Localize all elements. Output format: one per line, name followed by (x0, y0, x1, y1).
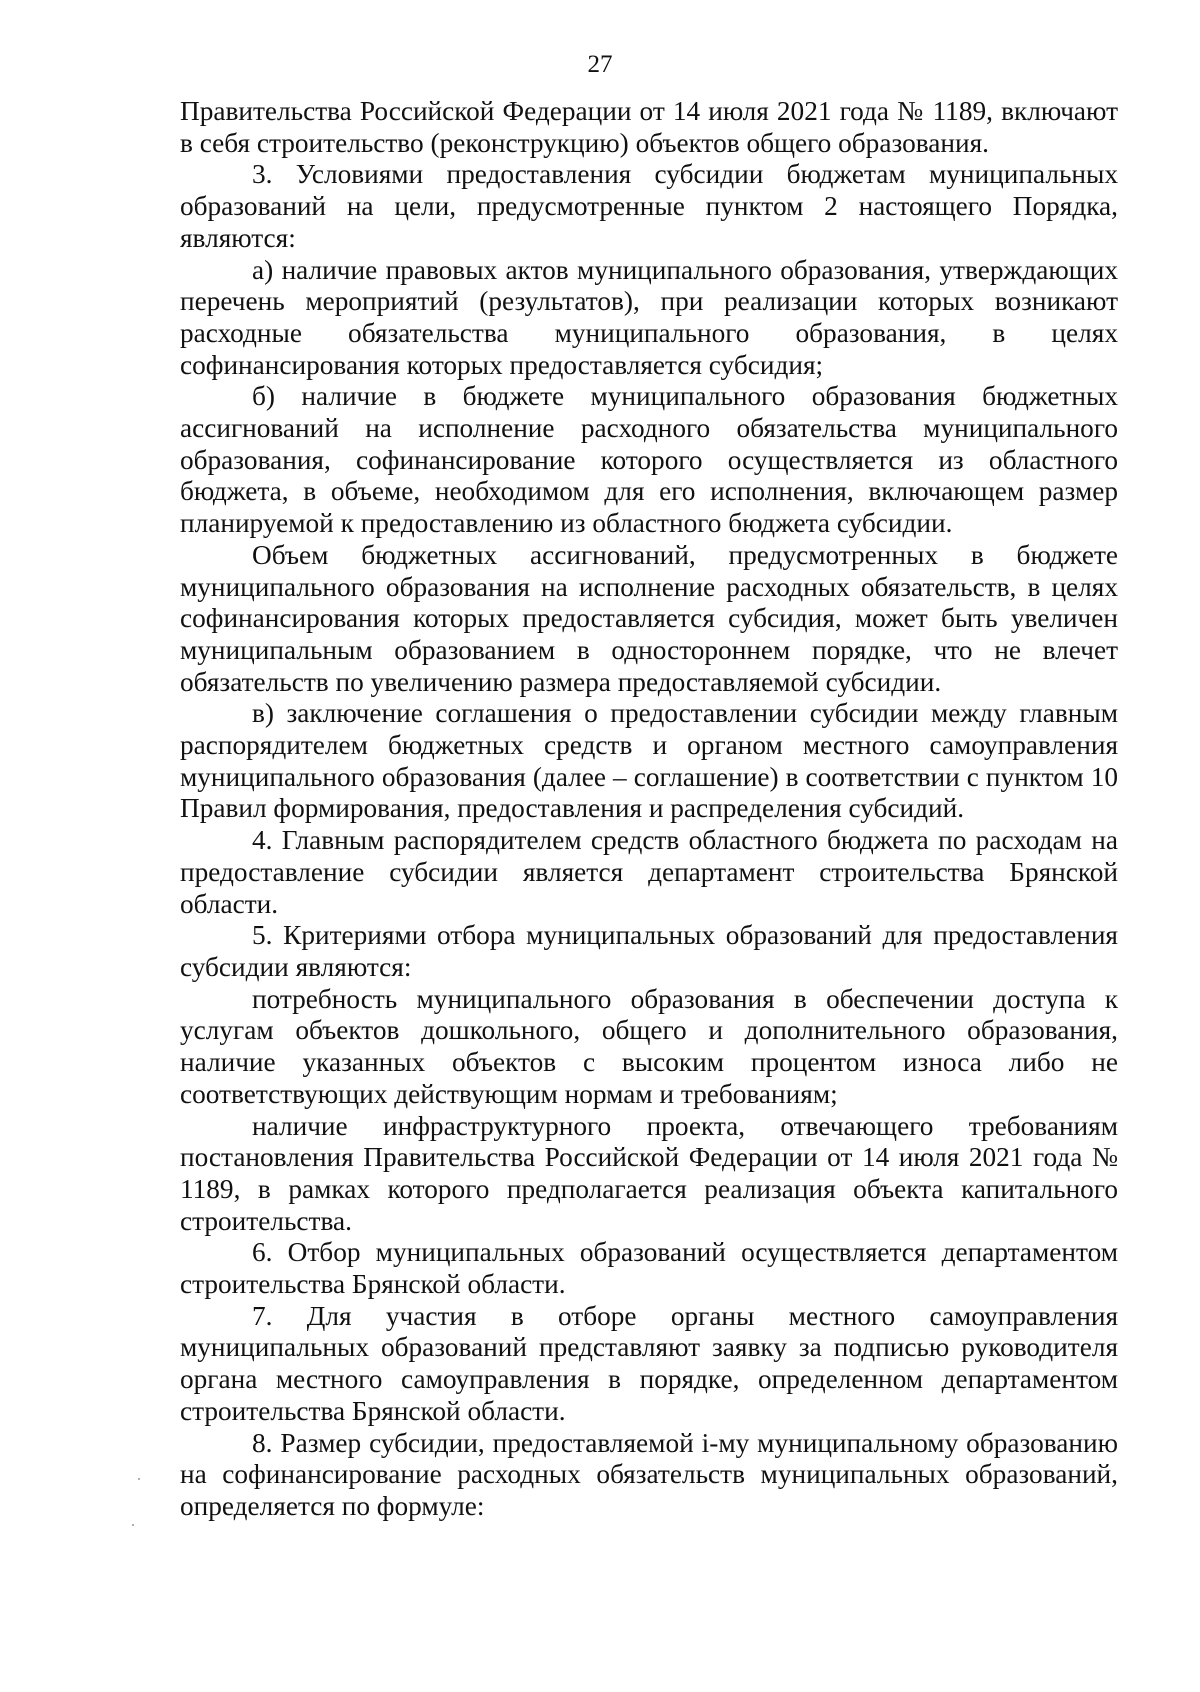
scan-speck (132, 1524, 134, 1526)
paragraph-budget-volume: Объем бюджетных ассигнований, предусмотренных в бюджете муниципального образования на исполнение расходных обязательств, в целях софинансирования которых предоставляется субсидия, может быть увеличен муниципальным образованием в одностороннем порядке, что не влечет обязательств по увеличению размера предоставляемой субсидии. (180, 539, 1118, 697)
paragraph-item-7: 7. Для участия в отборе органы местного самоуправления муниципальных образований представляют заявку за подписью руководителя органа местного самоуправления в порядке, определенном департаментом строительства Брянской области. (180, 1300, 1118, 1426)
scan-speck (138, 1478, 140, 1480)
page-number: 27 (587, 51, 613, 78)
document-body (180, 96, 1118, 1523)
paragraph-subitem-v: в) заключение соглашения о предоставлении субсидии между главным распорядителем бюджетных средств и органом местного самоуправления муниципального образования (далее – соглашение) в соответствии с пунктом 10 Правил формирования, предоставления и распределения субсидий. (180, 698, 1118, 824)
paragraph-item-6: 6. Отбор муниципальных образований осуществляется департаментом строительства Брянской области. (180, 1237, 1118, 1300)
paragraph-subitem-a: а) наличие правовых актов муниципального образования, утверждающих перечень мероприятий (результатов), при реализации которых возникают расходные обязательства муниципального образования, в целях софинансирования которых предоставляется субсидия; (180, 254, 1118, 380)
paragraph-continuation: Правительства Российской Федерации от 14 июля 2021 года № 1189, включают в себя строительство (реконструкцию) объектов общего образования. (180, 96, 1118, 158)
paragraph-item-3: 3. Условиями предоставления субсидии бюджетам муниципальных образований на цели, предусмотренные пунктом 2 настоящего Порядка, являются: (180, 159, 1118, 253)
paragraph-criterion-project: наличие инфраструктурного проекта, отвечающего требованиям постановления Правительства Российской Федерации от 14 июля 2021 года № 1189, в рамках которого предполагается реализация объекта капитального строительства. (180, 1110, 1118, 1236)
paragraph-item-5: 5. Критериями отбора муниципальных образований для предоставления субсидии являются: (180, 920, 1118, 982)
paragraph-criterion-need: потребность муниципального образования в обеспечении доступа к услугам объектов дошкольного, общего и дополнительного образования, наличие указанных объектов с высоким процентом износа либо не соответствующих действующим нормам и требованиям; (180, 983, 1118, 1109)
paragraph-item-4: 4. Главным распорядителем средств областного бюджета по расходам на предоставление субсидии является департамент строительства Брянской области. (180, 825, 1118, 919)
paragraph-item-8: 8. Размер субсидии, предоставляемой i-му муниципальному образованию на софинансирование расходных обязательств муниципальных образований, определяется по формуле: (180, 1427, 1118, 1521)
paragraph-subitem-b: б) наличие в бюджете муниципального образования бюджетных ассигнований на исполнение расходного обязательства муниципального образования, софинансирование которого осуществляется из областного бюджета, в объеме, необходимом для его исполнения, включающем размер планируемой к предоставлению из областного бюджета субсидии. (180, 381, 1118, 539)
